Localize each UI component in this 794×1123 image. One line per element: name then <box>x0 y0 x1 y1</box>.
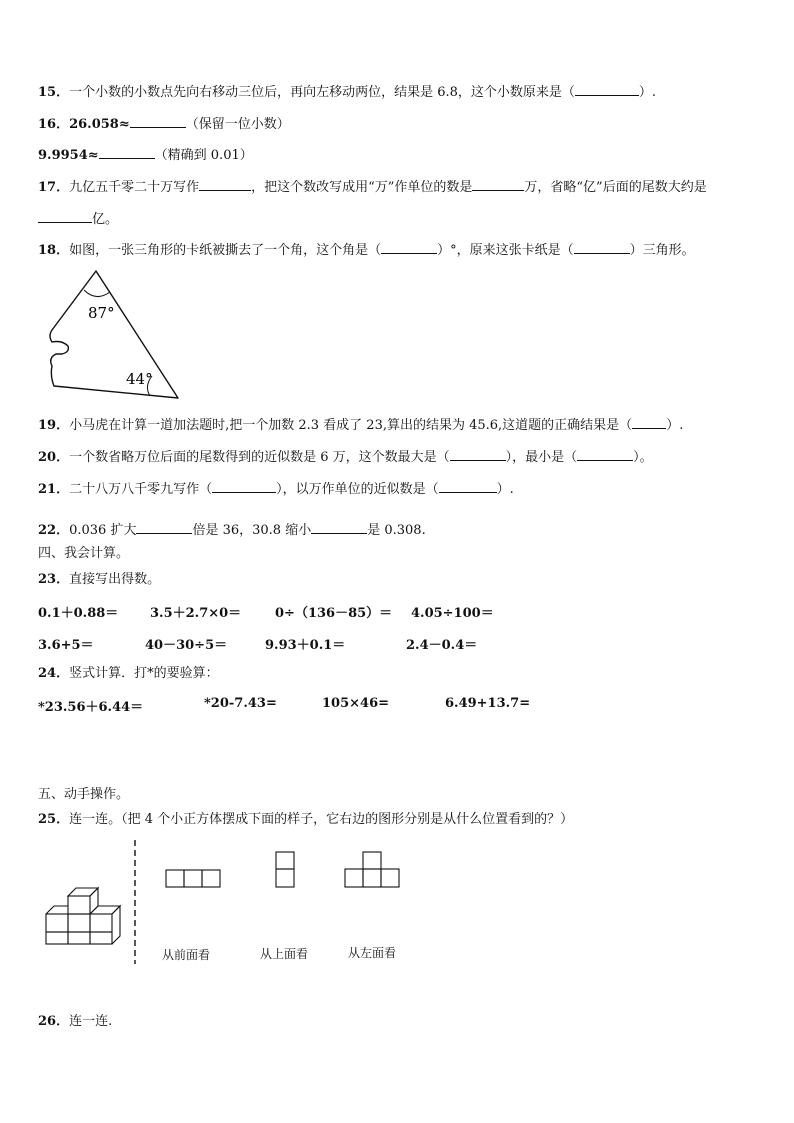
question-number: 26． <box>38 1014 70 1029</box>
angle-87-label: 87° <box>88 304 115 322</box>
question-number: 23． <box>38 572 70 587</box>
text-3: ）三角形。 <box>629 243 695 258</box>
view-top-shape <box>275 850 297 890</box>
text-2: 倍是 36，30.8 缩小 <box>192 523 312 538</box>
question-16b <box>38 145 253 165</box>
question-18 <box>38 240 695 260</box>
text-1: 如图，一张三角形的卡纸被撕去了一个角，这个角是（ <box>69 243 382 258</box>
text-2: ）°，原来这张卡纸是（ <box>437 243 574 258</box>
question-text: 连一连. <box>69 1014 113 1029</box>
question-number: 20． <box>38 450 70 465</box>
view-front-shape <box>165 868 223 890</box>
question-text: 一个小数的小数点先向右移动三位后，再向左移动两位，结果是 6.8，这个小数原来是（ <box>69 85 575 100</box>
text-2: ，把这个数改写成用“万”作单位的数是 <box>251 180 473 195</box>
answer-blank[interactable] <box>472 177 524 191</box>
question-17-cont <box>38 209 118 229</box>
section-4-heading: 四、我会计算。 <box>38 546 130 561</box>
view-label-left: 从左面看 <box>348 946 397 960</box>
calc-item: 40－30÷5＝ <box>145 638 228 653</box>
text-2: ），最小是（ <box>505 450 578 465</box>
text-3: ）。 <box>633 450 653 465</box>
answer-blank[interactable] <box>450 447 506 461</box>
expression: 9.9954≈ <box>38 148 99 163</box>
answer-blank[interactable] <box>575 82 639 96</box>
answer-blank[interactable] <box>130 114 186 128</box>
note: （保留一位小数） <box>185 117 290 132</box>
text-1: 九亿五千零二十万写作 <box>69 180 200 195</box>
question-text-end: ）. <box>638 85 657 100</box>
question-number: 21． <box>38 482 70 497</box>
calc-item: 3.6+5＝ <box>38 638 94 653</box>
question-22 <box>38 520 426 540</box>
calc-item: 105×46= <box>322 696 390 711</box>
question-number: 25． <box>38 812 70 827</box>
answer-blank[interactable] <box>632 415 666 429</box>
calc-item: 3.5＋2.7×0＝ <box>150 606 242 621</box>
question-24 <box>38 665 219 683</box>
question-15 <box>38 82 656 102</box>
view-label-top: 从上面看 <box>260 947 309 961</box>
text-1: 一个数省略万位后面的尾数得到的近似数是 6 万，这个数最大是（ <box>69 450 450 465</box>
text-3: ）. <box>496 482 514 497</box>
torn-triangle-figure <box>40 266 185 402</box>
calc-item: 0÷（136－85）＝ <box>275 606 393 621</box>
question-25 <box>38 811 573 829</box>
text-3: 万，省略“亿”后面的尾数大约是 <box>524 180 707 195</box>
question-number: 24． <box>38 666 70 681</box>
question-20 <box>38 447 653 467</box>
section-5-heading: 五、动手操作。 <box>38 787 130 802</box>
question-number: 18． <box>38 243 70 258</box>
question-16a <box>38 114 290 134</box>
answer-blank[interactable] <box>99 145 155 159</box>
view-left-shape <box>344 850 404 890</box>
answer-blank[interactable] <box>439 479 497 493</box>
question-17 <box>38 177 707 197</box>
question-number: 17． <box>38 180 70 195</box>
question-19 <box>38 415 683 435</box>
angle-44-label: 44° <box>126 370 153 388</box>
calc-item: 2.4－0.4＝ <box>406 638 478 653</box>
answer-blank[interactable] <box>577 447 633 461</box>
calc-item: 4.05÷100＝ <box>411 606 494 621</box>
calc-item: *20-7.43= <box>204 696 277 711</box>
text-1: 0.036 扩大 <box>69 523 137 538</box>
question-number: 15． <box>38 85 70 100</box>
answer-blank[interactable] <box>381 240 437 254</box>
text-4: 亿。 <box>92 212 119 227</box>
question-23 <box>38 571 160 589</box>
question-text: 直接写出得数。 <box>69 572 161 587</box>
question-text: 连一连。（把 4 个小正方体摆成下面的样子，它右边的图形分别是从什么位置看到的？） <box>69 812 574 827</box>
expression: 26.058≈ <box>69 117 130 132</box>
answer-blank[interactable] <box>199 177 251 191</box>
answer-blank[interactable] <box>38 209 92 223</box>
question-21 <box>38 479 514 499</box>
calc-item: 0.1＋0.88＝ <box>38 606 119 621</box>
calc-item: 9.93＋0.1＝ <box>265 638 346 653</box>
text-2: ），以万作单位的近似数是（ <box>276 482 439 497</box>
text-1: 二十八万八千零九写作（ <box>69 482 213 497</box>
cube-stack-figure <box>44 886 124 948</box>
question-number: 19． <box>38 418 70 433</box>
note: （精确到 0.01） <box>154 148 253 163</box>
dashed-divider <box>132 840 138 964</box>
answer-blank[interactable] <box>212 479 276 493</box>
view-label-front: 从前面看 <box>162 948 211 962</box>
text-3: 是 0.308. <box>367 523 426 538</box>
calc-item: 6.49+13.7= <box>445 696 531 711</box>
question-text: 小马虎在计算一道加法题时,把一个加数 2.3 看成了 23,算出的结果为 45.6,这道题的正确结果是（ <box>69 418 633 433</box>
calc-item: *23.56＋6.44＝ <box>38 700 144 715</box>
answer-blank[interactable] <box>574 240 630 254</box>
answer-blank[interactable] <box>136 520 192 534</box>
question-text-end: ）. <box>666 418 684 433</box>
answer-blank[interactable] <box>311 520 367 534</box>
question-number: 16． <box>38 117 70 132</box>
question-text: 竖式计算．打*的要验算： <box>69 666 219 681</box>
question-number: 22． <box>38 523 70 538</box>
question-26 <box>38 1013 112 1031</box>
